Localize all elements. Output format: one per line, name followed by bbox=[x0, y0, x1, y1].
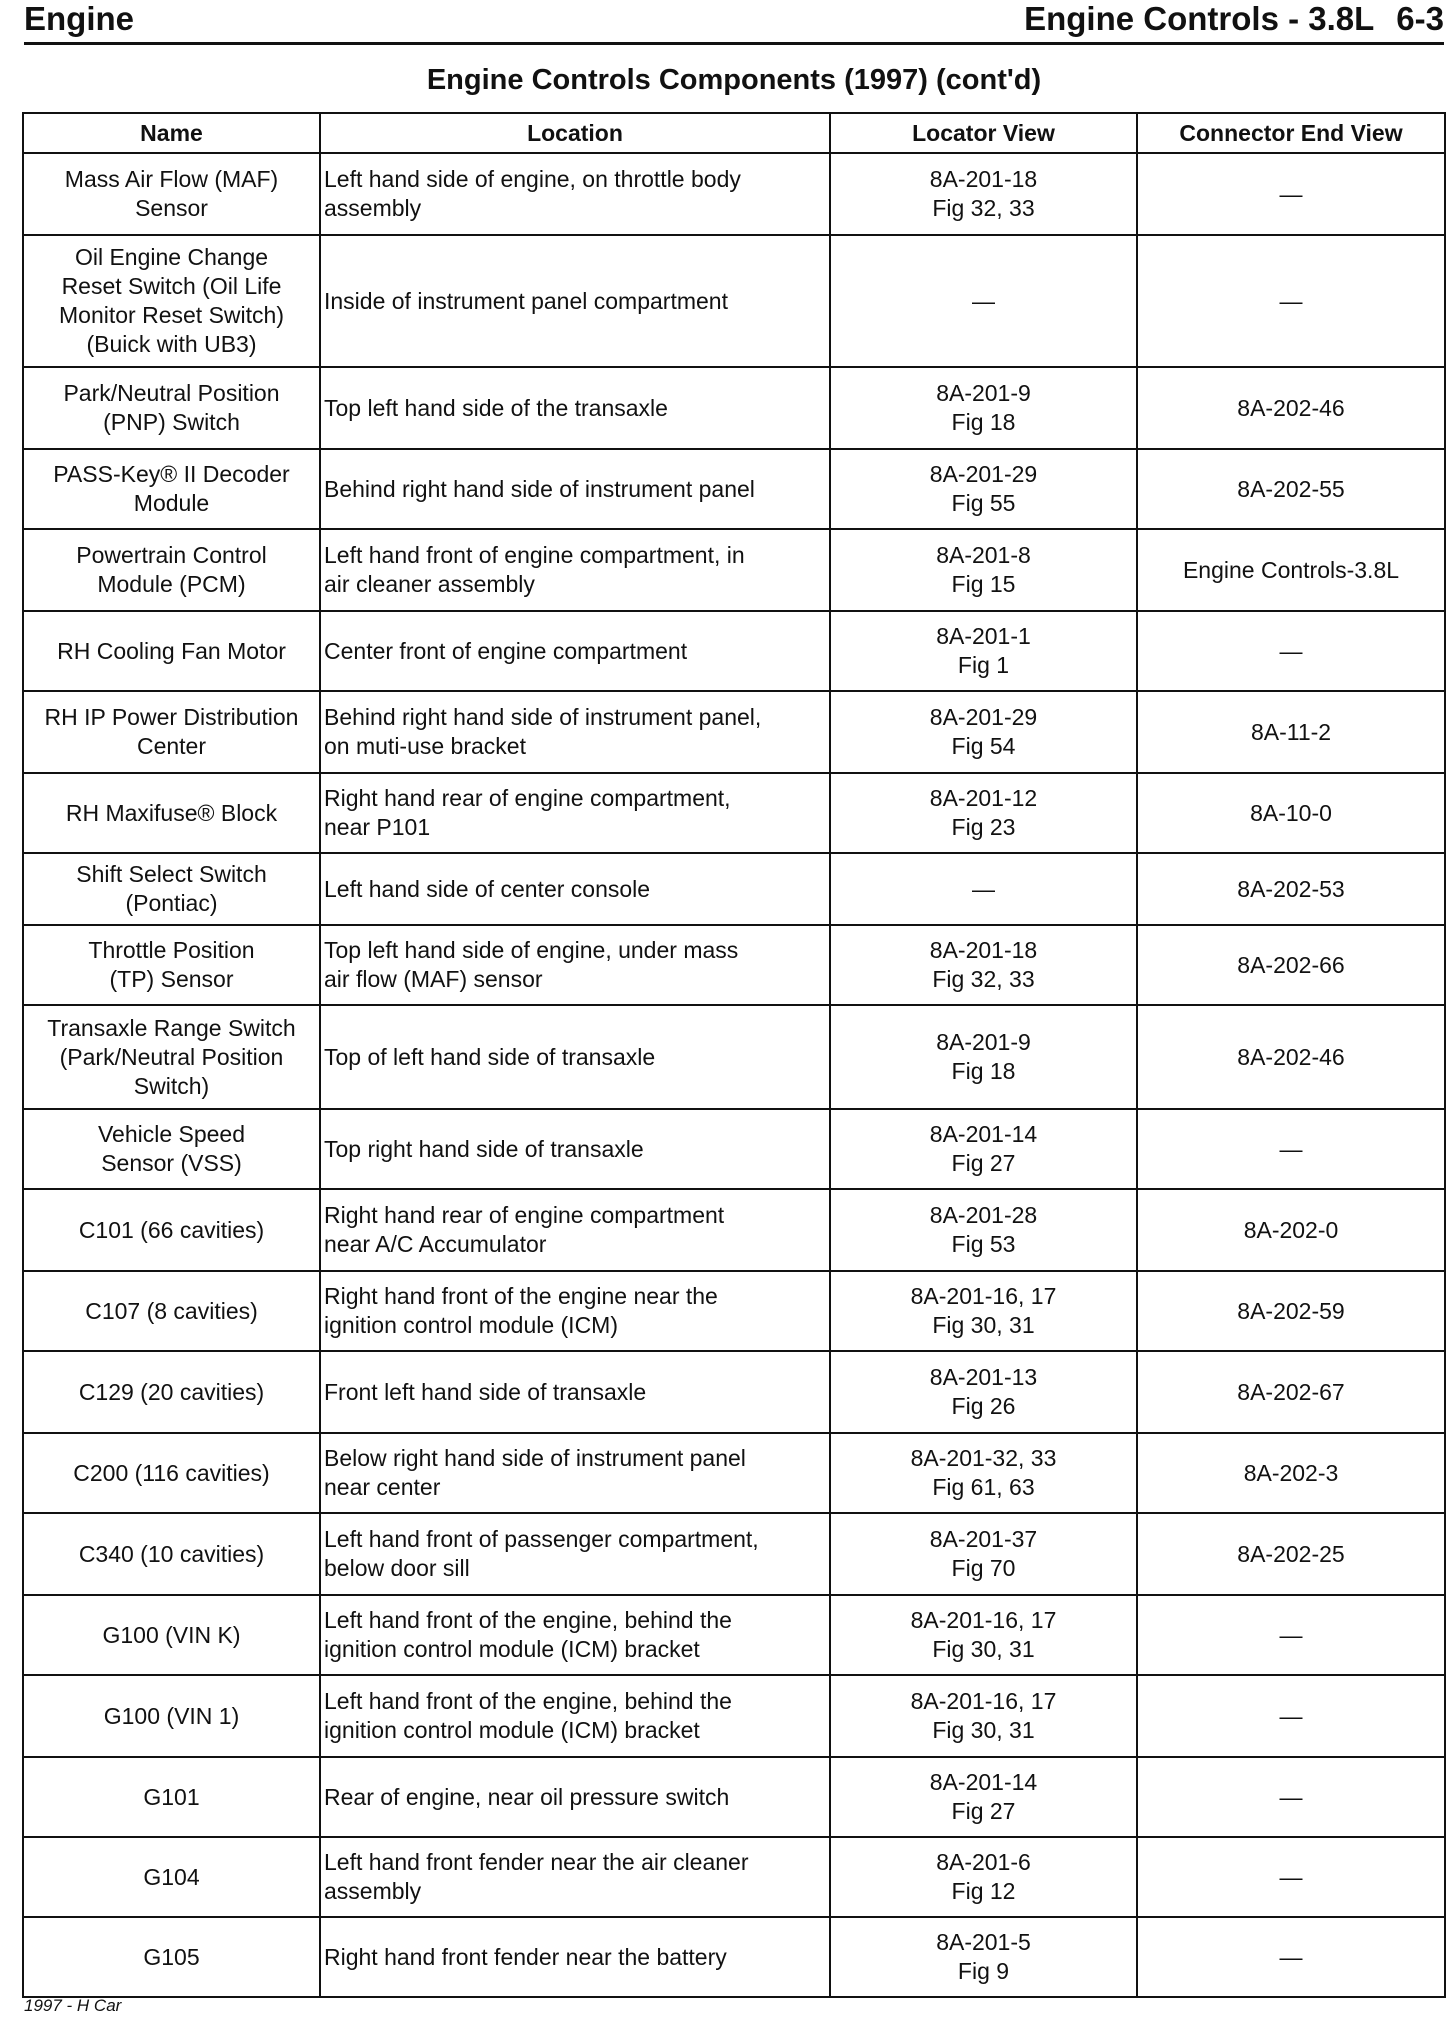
location-line: Right hand rear of engine compartment bbox=[324, 1202, 725, 1228]
location-line: Center front of engine compartment bbox=[324, 637, 688, 664]
locator-line: Fig 54 bbox=[951, 733, 1016, 759]
name-line: Oil Engine Change bbox=[74, 244, 269, 270]
location-line: Top right hand side of transaxle bbox=[324, 1135, 644, 1162]
name-line: G100 (VIN 1) bbox=[103, 1702, 240, 1729]
cell-locator-view bbox=[830, 153, 1137, 235]
column-header-connector-end-view: Connector End View bbox=[1137, 113, 1445, 153]
cell-locator-view bbox=[830, 235, 1137, 367]
page-number: 6-3 bbox=[1396, 0, 1444, 37]
cell-locator-view bbox=[830, 1271, 1137, 1351]
table-title: Engine Controls Components (1997) (cont'd) bbox=[426, 64, 1042, 96]
location-line: near P101 bbox=[324, 814, 431, 840]
cell-location bbox=[320, 1271, 830, 1351]
cell-locator-view bbox=[830, 1351, 1137, 1433]
name-line: Module bbox=[133, 490, 210, 516]
location-line: Left hand front of the engine, behind the bbox=[324, 1688, 732, 1714]
connector-value: 8A-202-25 bbox=[1237, 1540, 1345, 1567]
table-row bbox=[23, 1271, 1445, 1351]
cell-locator-view bbox=[830, 611, 1137, 691]
table-row bbox=[23, 1351, 1445, 1433]
locator-line: 8A-201-28 bbox=[929, 1202, 1038, 1228]
table-row bbox=[23, 1513, 1445, 1595]
table-row bbox=[23, 529, 1445, 611]
cell-location bbox=[320, 529, 830, 611]
cell-connector-end-view bbox=[1137, 1433, 1445, 1513]
location-line: Front left hand side of transaxle bbox=[324, 1378, 647, 1405]
connector-value: 8A-10-0 bbox=[1250, 799, 1332, 826]
location-line: Top left hand side of the transaxle bbox=[324, 394, 668, 421]
connector-value: — bbox=[1279, 1135, 1303, 1162]
cell-name bbox=[23, 1109, 320, 1189]
cell-locator-view bbox=[830, 529, 1137, 611]
cell-connector-end-view bbox=[1137, 1513, 1445, 1595]
locator-line: 8A-201-6 bbox=[936, 1849, 1031, 1875]
locator-line: 8A-201-9 bbox=[936, 380, 1031, 406]
cell-connector-end-view bbox=[1137, 235, 1445, 367]
header-rule bbox=[24, 42, 1444, 45]
location-line: Top left hand side of engine, under mass bbox=[324, 937, 739, 963]
cell-locator-view bbox=[830, 1837, 1137, 1917]
connector-value: Engine Controls-3.8L bbox=[1182, 556, 1400, 583]
location-line: Left hand front fender near the air cleaner bbox=[324, 1849, 749, 1875]
locator-line: Fig 1 bbox=[957, 652, 1010, 678]
cell-name bbox=[23, 1675, 320, 1757]
locator-line: 8A-201-37 bbox=[929, 1526, 1038, 1552]
cell-location bbox=[320, 611, 830, 691]
name-line: Module (PCM) bbox=[97, 571, 246, 597]
locator-line: 8A-201-32, 33 bbox=[910, 1445, 1057, 1471]
locator-line: Fig 18 bbox=[951, 409, 1016, 435]
name-line: (Buick with UB3) bbox=[86, 331, 257, 357]
location-line: Right hand rear of engine compartment, bbox=[324, 785, 731, 811]
table-row bbox=[23, 1433, 1445, 1513]
table-body bbox=[23, 153, 1445, 1997]
cell-locator-view bbox=[830, 449, 1137, 529]
locator-line: Fig 12 bbox=[951, 1878, 1016, 1904]
table-row bbox=[23, 1189, 1445, 1271]
cell-connector-end-view bbox=[1137, 1757, 1445, 1837]
name-line: Powertrain Control bbox=[76, 542, 267, 568]
table-row bbox=[23, 1675, 1445, 1757]
location-line: assembly bbox=[324, 195, 422, 221]
name-line: Sensor bbox=[135, 195, 208, 221]
cell-location bbox=[320, 449, 830, 529]
name-line: C129 (20 cavities) bbox=[78, 1378, 265, 1405]
cell-locator-view bbox=[830, 773, 1137, 853]
cell-location bbox=[320, 153, 830, 235]
cell-location bbox=[320, 1917, 830, 1997]
name-line: (TP) Sensor bbox=[109, 966, 234, 992]
cell-locator-view bbox=[830, 1595, 1137, 1675]
cell-name bbox=[23, 367, 320, 449]
connector-value: 8A-202-55 bbox=[1237, 475, 1345, 502]
locator-line: 8A-201-14 bbox=[929, 1769, 1038, 1795]
name-line: Shift Select Switch bbox=[76, 861, 267, 887]
cell-locator-view bbox=[830, 1675, 1137, 1757]
name-line: RH Maxifuse® Block bbox=[65, 799, 278, 826]
table-row bbox=[23, 773, 1445, 853]
locator-line: 8A-201-18 bbox=[929, 166, 1038, 192]
name-line: G104 bbox=[143, 1863, 200, 1890]
connector-value: — bbox=[1279, 1943, 1303, 1970]
cell-name bbox=[23, 925, 320, 1005]
cell-location bbox=[320, 1351, 830, 1433]
name-line: C101 (66 cavities) bbox=[78, 1216, 265, 1243]
connector-value: 8A-202-0 bbox=[1243, 1216, 1339, 1243]
cell-name bbox=[23, 1513, 320, 1595]
table-row bbox=[23, 235, 1445, 367]
name-line: RH Cooling Fan Motor bbox=[57, 637, 286, 664]
cell-connector-end-view bbox=[1137, 773, 1445, 853]
cell-location bbox=[320, 773, 830, 853]
connector-value: — bbox=[1279, 1783, 1303, 1810]
cell-locator-view bbox=[830, 853, 1137, 925]
location-line: near center bbox=[324, 1474, 441, 1500]
cell-name bbox=[23, 1189, 320, 1271]
locator-line: Fig 30, 31 bbox=[932, 1636, 1035, 1662]
cell-name bbox=[23, 153, 320, 235]
cell-location bbox=[320, 1109, 830, 1189]
locator-line: Fig 23 bbox=[951, 814, 1016, 840]
name-line: C107 (8 cavities) bbox=[85, 1297, 258, 1324]
location-line: Top of left hand side of transaxle bbox=[324, 1043, 656, 1070]
locator-line: Fig 55 bbox=[951, 490, 1016, 516]
name-line: (Park/Neutral Position bbox=[59, 1043, 284, 1070]
locator-line: Fig 70 bbox=[951, 1555, 1016, 1581]
locator-line: — bbox=[972, 287, 995, 314]
cell-locator-view bbox=[830, 367, 1137, 449]
locator-line: — bbox=[972, 875, 995, 902]
locator-line: Fig 15 bbox=[951, 571, 1016, 597]
cell-location bbox=[320, 1675, 830, 1757]
table-row bbox=[23, 1595, 1445, 1675]
header-row bbox=[23, 113, 1445, 153]
cell-name bbox=[23, 773, 320, 853]
name-line: Park/Neutral Position bbox=[63, 380, 280, 406]
cell-connector-end-view bbox=[1137, 1271, 1445, 1351]
name-line: Mass Air Flow (MAF) bbox=[64, 166, 279, 192]
locator-line: 8A-201-29 bbox=[929, 704, 1038, 730]
locator-line: 8A-201-9 bbox=[936, 1029, 1031, 1055]
column-header-locator-view: Locator View bbox=[830, 113, 1137, 153]
location-line: Left hand front of engine compartment, in bbox=[324, 542, 745, 568]
locator-line: Fig 27 bbox=[951, 1798, 1016, 1824]
cell-name bbox=[23, 853, 320, 925]
location-line: Behind right hand side of instrument panel, bbox=[324, 704, 762, 730]
cell-name bbox=[23, 235, 320, 367]
cell-name bbox=[23, 1595, 320, 1675]
table-row bbox=[23, 367, 1445, 449]
cell-connector-end-view bbox=[1137, 153, 1445, 235]
table-row bbox=[23, 1109, 1445, 1189]
cell-locator-view bbox=[830, 1433, 1137, 1513]
cell-name bbox=[23, 529, 320, 611]
components-table bbox=[22, 112, 1446, 1998]
location-line: Left hand front of the engine, behind the bbox=[324, 1607, 732, 1633]
connector-value: 8A-11-2 bbox=[1250, 718, 1332, 745]
cell-name bbox=[23, 1351, 320, 1433]
location-line: Below right hand side of instrument panel bbox=[324, 1445, 746, 1471]
cell-connector-end-view bbox=[1137, 925, 1445, 1005]
cell-connector-end-view bbox=[1137, 1917, 1445, 1997]
location-line: Right hand front fender near the battery bbox=[324, 1943, 727, 1970]
connector-value: 8A-202-46 bbox=[1237, 1043, 1345, 1070]
locator-line: 8A-201-13 bbox=[929, 1364, 1038, 1390]
column-header-name: Name bbox=[23, 113, 320, 153]
location-line: ignition control module (ICM) bracket bbox=[324, 1717, 700, 1743]
cell-locator-view bbox=[830, 1109, 1137, 1189]
cell-connector-end-view bbox=[1137, 1351, 1445, 1433]
cell-connector-end-view bbox=[1137, 449, 1445, 529]
location-line: air flow (MAF) sensor bbox=[324, 966, 543, 992]
cell-connector-end-view bbox=[1137, 1109, 1445, 1189]
name-line: C200 (116 cavities) bbox=[73, 1459, 270, 1486]
locator-line: 8A-201-29 bbox=[929, 461, 1038, 487]
connector-value: 8A-202-3 bbox=[1243, 1459, 1339, 1486]
cell-name bbox=[23, 1005, 320, 1109]
locator-line: 8A-201-16, 17 bbox=[910, 1283, 1057, 1309]
footer-text: 1997 - H Car bbox=[24, 1996, 122, 2015]
name-line: Throttle Position bbox=[88, 937, 255, 963]
table-row bbox=[23, 853, 1445, 925]
locator-line: Fig 9 bbox=[957, 1958, 1010, 1984]
table-row bbox=[23, 1005, 1445, 1109]
locator-line: Fig 30, 31 bbox=[932, 1717, 1035, 1743]
cell-connector-end-view bbox=[1137, 529, 1445, 611]
location-line: Left hand side of center console bbox=[324, 875, 651, 902]
location-line: air cleaner assembly bbox=[324, 571, 535, 597]
locator-line: 8A-201-16, 17 bbox=[910, 1607, 1057, 1633]
cell-locator-view bbox=[830, 691, 1137, 773]
location-line: Left hand front of passenger compartment, bbox=[324, 1526, 759, 1552]
header-title-group bbox=[1024, 0, 1444, 38]
cell-location bbox=[320, 367, 830, 449]
cell-connector-end-view bbox=[1137, 611, 1445, 691]
cell-connector-end-view bbox=[1137, 1837, 1445, 1917]
locator-line: Fig 26 bbox=[951, 1393, 1016, 1419]
cell-connector-end-view bbox=[1137, 1595, 1445, 1675]
name-line: (PNP) Switch bbox=[103, 409, 240, 435]
locator-line: 8A-201-5 bbox=[936, 1929, 1031, 1955]
cell-name bbox=[23, 1433, 320, 1513]
page-header bbox=[24, 0, 1444, 46]
connector-value: 8A-202-59 bbox=[1237, 1297, 1345, 1324]
name-line: Reset Switch (Oil Life bbox=[61, 273, 282, 299]
cell-connector-end-view bbox=[1137, 691, 1445, 773]
connector-value: — bbox=[1279, 1863, 1303, 1890]
name-line: RH IP Power Distribution bbox=[44, 704, 299, 730]
locator-line: 8A-201-8 bbox=[936, 542, 1031, 568]
locator-line: Fig 53 bbox=[951, 1231, 1016, 1257]
connector-value: 8A-202-67 bbox=[1237, 1378, 1345, 1405]
cell-location bbox=[320, 1513, 830, 1595]
cell-connector-end-view bbox=[1137, 1189, 1445, 1271]
table-row bbox=[23, 449, 1445, 529]
table-row bbox=[23, 1917, 1445, 1997]
table-row bbox=[23, 1757, 1445, 1837]
location-line: Rear of engine, near oil pressure switch bbox=[324, 1783, 730, 1810]
cell-name bbox=[23, 1757, 320, 1837]
name-line: C340 (10 cavities) bbox=[78, 1540, 265, 1567]
table-row bbox=[23, 925, 1445, 1005]
locator-line: 8A-201-18 bbox=[929, 937, 1038, 963]
connector-value: — bbox=[1279, 1702, 1303, 1729]
connector-value: — bbox=[1279, 180, 1303, 207]
name-line: G105 bbox=[143, 1943, 200, 1970]
cell-name bbox=[23, 1837, 320, 1917]
location-line: Left hand side of engine, on throttle body bbox=[324, 166, 741, 192]
location-line: Behind right hand side of instrument panel bbox=[324, 475, 755, 502]
cell-locator-view bbox=[830, 1513, 1137, 1595]
locator-line: 8A-201-1 bbox=[936, 623, 1031, 649]
location-line: assembly bbox=[324, 1878, 422, 1904]
table-row bbox=[23, 691, 1445, 773]
cell-name bbox=[23, 691, 320, 773]
connector-value: — bbox=[1279, 1621, 1303, 1648]
locator-line: Fig 61, 63 bbox=[932, 1474, 1035, 1500]
locator-line: Fig 32, 33 bbox=[932, 195, 1035, 221]
table-row bbox=[23, 1837, 1445, 1917]
connector-value: — bbox=[1279, 287, 1303, 314]
locator-line: Fig 27 bbox=[951, 1150, 1016, 1176]
cell-connector-end-view bbox=[1137, 1675, 1445, 1757]
cell-name bbox=[23, 611, 320, 691]
table-row bbox=[23, 611, 1445, 691]
location-line: ignition control module (ICM) bbox=[324, 1312, 619, 1338]
table-row bbox=[23, 153, 1445, 235]
name-line: PASS-Key® II Decoder bbox=[53, 461, 290, 487]
name-line: (Pontiac) bbox=[125, 890, 218, 916]
cell-name bbox=[23, 1271, 320, 1351]
locator-line: Fig 30, 31 bbox=[932, 1312, 1035, 1338]
cell-location bbox=[320, 1757, 830, 1837]
connector-value: 8A-202-46 bbox=[1237, 394, 1345, 421]
location-line: near A/C Accumulator bbox=[324, 1231, 547, 1257]
cell-locator-view bbox=[830, 1189, 1137, 1271]
location-line: ignition control module (ICM) bracket bbox=[324, 1636, 700, 1662]
connector-value: 8A-202-66 bbox=[1237, 951, 1345, 978]
cell-locator-view bbox=[830, 1917, 1137, 1997]
locator-line: 8A-201-12 bbox=[929, 785, 1038, 811]
column-header-location: Location bbox=[320, 113, 830, 153]
connector-value: — bbox=[1279, 637, 1303, 664]
location-line: below door sill bbox=[324, 1555, 470, 1581]
cell-connector-end-view bbox=[1137, 367, 1445, 449]
cell-location bbox=[320, 1189, 830, 1271]
name-line: G100 (VIN K) bbox=[102, 1621, 241, 1648]
cell-location bbox=[320, 1005, 830, 1109]
name-line: Switch) bbox=[133, 1072, 210, 1099]
connector-value: 8A-202-53 bbox=[1237, 875, 1345, 902]
cell-location bbox=[320, 235, 830, 367]
section-title: Engine Controls - 3.8L bbox=[1024, 0, 1375, 37]
locator-line: 8A-201-16, 17 bbox=[910, 1688, 1057, 1714]
cell-connector-end-view bbox=[1137, 1005, 1445, 1109]
locator-line: Fig 32, 33 bbox=[932, 966, 1035, 992]
cell-locator-view bbox=[830, 925, 1137, 1005]
cell-location bbox=[320, 925, 830, 1005]
cell-locator-view bbox=[830, 1005, 1137, 1109]
location-line: Right hand front of the engine near the bbox=[324, 1283, 718, 1309]
locator-line: 8A-201-14 bbox=[929, 1121, 1038, 1147]
cell-location bbox=[320, 1433, 830, 1513]
location-line: on muti-use bracket bbox=[324, 733, 526, 759]
name-line: G101 bbox=[143, 1783, 200, 1810]
name-line: Transaxle Range Switch bbox=[47, 1014, 296, 1041]
cell-location bbox=[320, 691, 830, 773]
cell-location bbox=[320, 1837, 830, 1917]
cell-name bbox=[23, 449, 320, 529]
name-line: Monitor Reset Switch) bbox=[59, 302, 284, 328]
cell-location bbox=[320, 1595, 830, 1675]
cell-name bbox=[23, 1917, 320, 1997]
cell-location bbox=[320, 853, 830, 925]
cell-connector-end-view bbox=[1137, 853, 1445, 925]
name-line: Vehicle Speed bbox=[97, 1121, 246, 1147]
cell-locator-view bbox=[830, 1757, 1137, 1837]
name-line: Center bbox=[136, 733, 207, 759]
section-name: Engine bbox=[24, 0, 135, 37]
location-line: Inside of instrument panel compartment bbox=[324, 287, 728, 314]
name-line: Sensor (VSS) bbox=[101, 1150, 242, 1176]
locator-line: Fig 18 bbox=[951, 1058, 1016, 1084]
